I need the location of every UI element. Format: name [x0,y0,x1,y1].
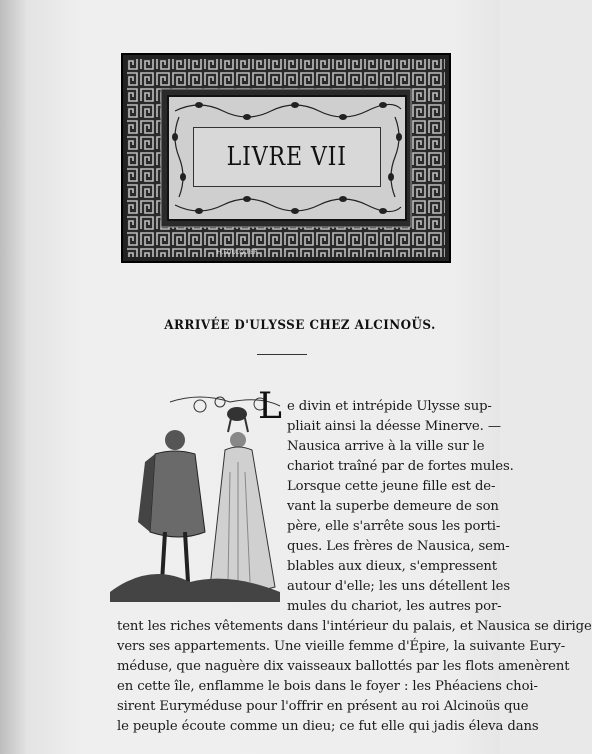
title-band [193,127,381,187]
title-rule [257,354,307,355]
title-plate [121,53,451,263]
title-frame [167,95,407,256]
text-line: le peuple écoute comme un dieu; ce fut elle qui jadis éleva dans [117,719,539,734]
text-line: Lorsque cette jeune fille est de- [287,479,496,494]
text-line: en cette île, enflamme le bois dans le foyer : les Phéaciens choi- [117,679,538,694]
text-line: chariot traîné par de fortes mules. [287,459,514,474]
text-line: autour d'elle; les uns détellent les [287,579,511,594]
text-line: sirent Euryméduse pour l'offrir en présent au roi Alcinoüs que [117,699,529,714]
text-line: méduse, que naguère dix vaisseaux ballottés par les flots amenèrent [117,659,570,674]
book-title: LIVRE VII [226,142,348,172]
drop-cap: L [258,386,282,427]
text-line: tent les riches vêtements dans l'intérieur du palais, et Nausica se dirige [117,619,592,634]
text-line: pliait ainsi la déesse Minerve. — [287,419,501,434]
text-line: père, elle s'arrête sous les porti- [287,519,501,534]
text-line: e divin et intrépide Ulysse sup- [287,399,492,414]
artist-signature: H.FOULQUIER [217,249,259,256]
text-line: blables aux dieux, s'empressent [287,559,497,574]
text-line: mules du chariot, les autres por- [287,599,502,614]
text-line: vers ses appartements. Une vieille femme d'Épire, la suivante Eury- [117,639,566,654]
text-line: ques. Les frères de Nausica, sem- [287,539,510,554]
text-line: Nausica arrive à la ville sur le [287,439,485,454]
text-line: vant la superbe demeure de son [287,499,499,514]
chapter-title: ARRIVÉE D'ULYSSE CHEZ ALCINOÜS. [164,318,436,333]
